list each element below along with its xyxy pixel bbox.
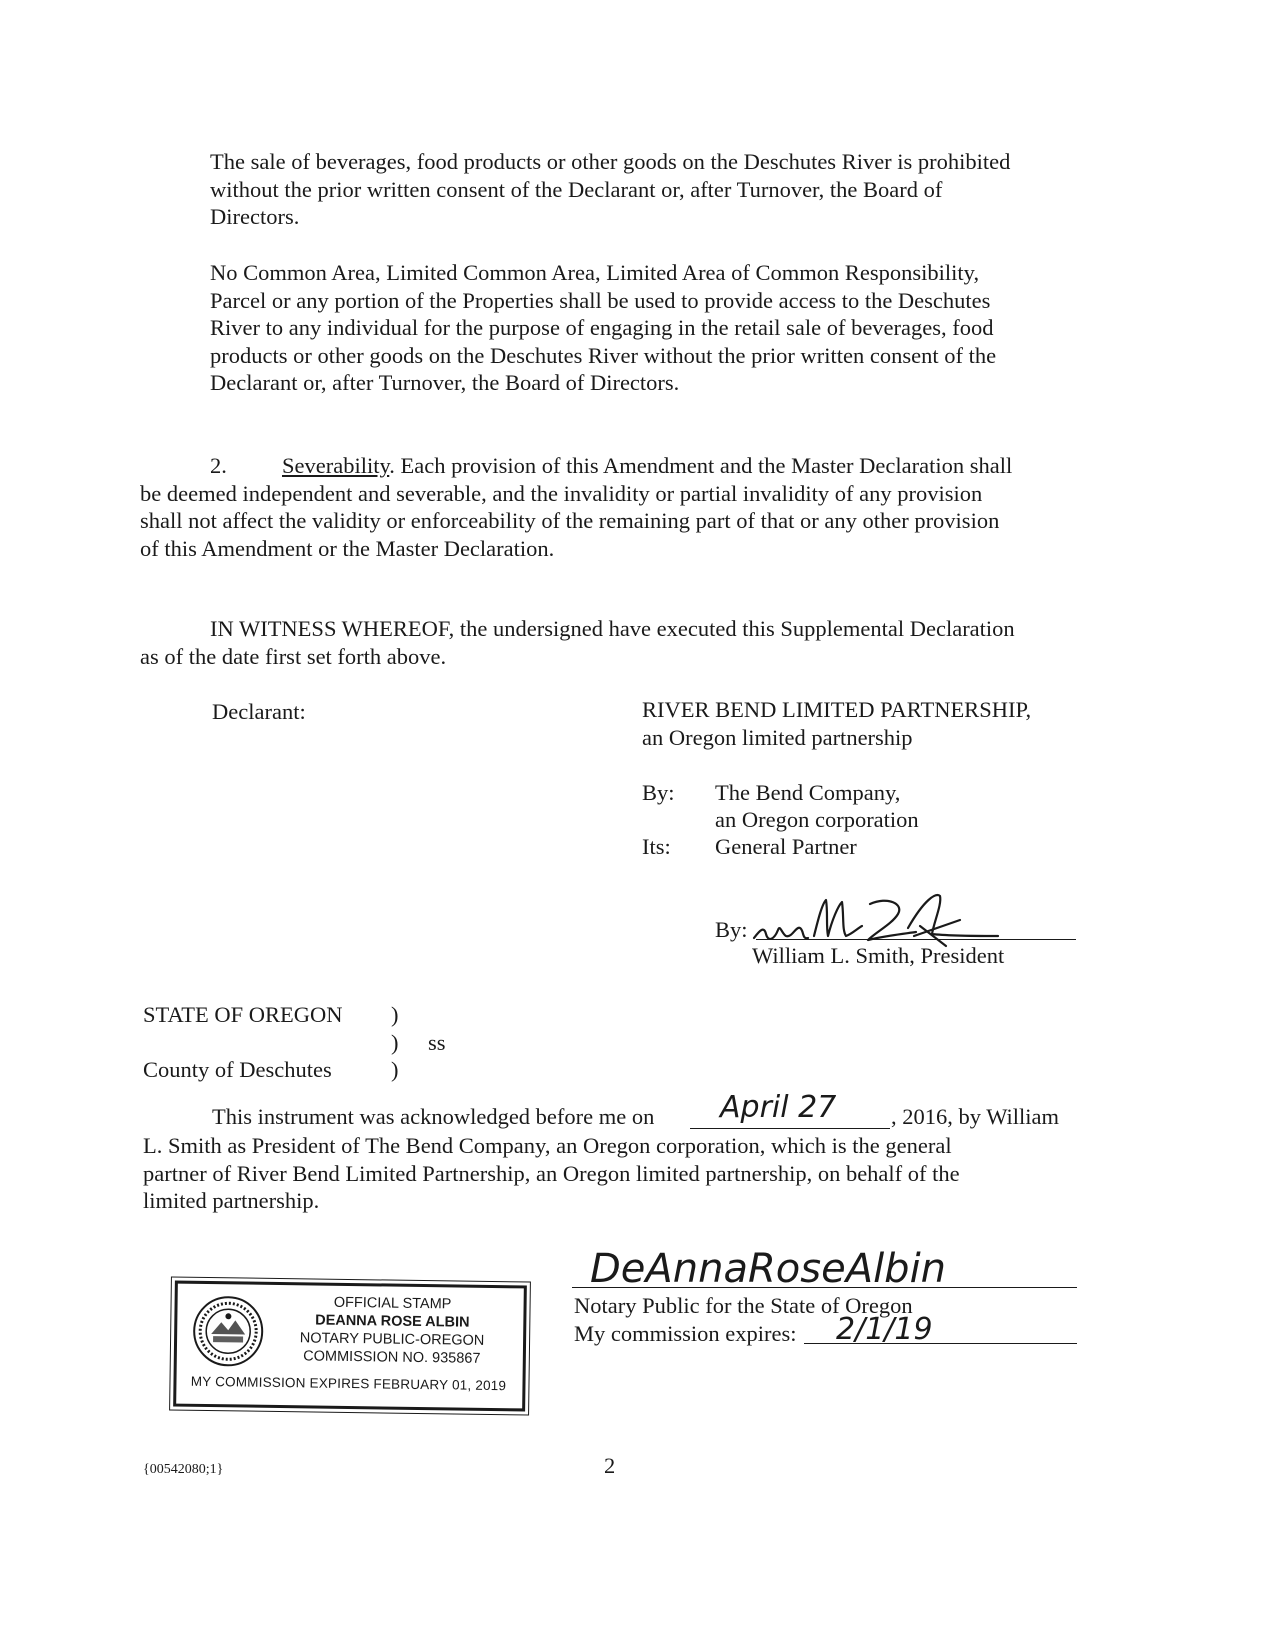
witness-paragraph — [140, 615, 1015, 670]
section-number: 2. — [210, 453, 227, 478]
stamp-notary-name: DEANNA ROSE ALBIN — [315, 1312, 470, 1331]
paragraph-line: L. Smith as President of The Bend Company, an Oregon corporation, which is the general — [143, 1133, 952, 1158]
venue-paren: ) — [391, 1002, 399, 1027]
venue-state: STATE OF OREGON — [143, 1002, 343, 1027]
severability-section — [140, 452, 1012, 562]
paragraph-line: Parcel or any portion of the Properties shall be used to provide access to the Deschutes — [210, 287, 991, 313]
paragraph-line: The sale of beverages, food products or other goods on the Deschutes River is prohibited — [210, 149, 1011, 174]
paragraph-line: River to any individual for the purpose of engaging in the retail sale of beverages, food — [210, 315, 994, 340]
acknowledgment-line-start: This instrument was acknowledged before me on — [212, 1104, 655, 1129]
signature-by-label: By: — [715, 917, 748, 942]
signer-name-title: William L. Smith, President — [752, 943, 1005, 968]
paragraph-line: No Common Area, Limited Common Area, Limited Area of Common Responsibility, — [210, 260, 980, 285]
paragraph-line: IN WITNESS WHEREOF, the undersigned have executed this Supplemental Declaration — [210, 616, 1015, 641]
paragraph-line: limited partnership. — [143, 1188, 320, 1213]
paragraph-line: as of the date first set forth above. — [140, 643, 447, 669]
paragraph-line: of this Amendment or the Master Declaration. — [140, 535, 555, 561]
declarant-label: Declarant: — [212, 699, 306, 724]
company-description: an Oregon limited partnership — [642, 725, 913, 750]
its-value: General Partner — [715, 834, 857, 859]
paragraph-line: without the prior written consent of the Declarant or, after Turnover, the Board of — [210, 176, 943, 202]
official-notary-stamp — [173, 1281, 527, 1412]
document-id: {00542080;1} — [143, 1462, 224, 1477]
notary-title: Notary Public for the State of Oregon — [574, 1293, 913, 1318]
paragraph-line: partner of River Bend Limited Partnership, an Oregon limited partnership, on behalf of the — [143, 1160, 960, 1186]
date-blank-line — [690, 1128, 890, 1129]
severability-first-line — [140, 452, 1012, 480]
handwritten-expiration-date: 2/1/19 — [836, 1312, 933, 1347]
general-partner-name: The Bend Company, — [715, 780, 901, 805]
venue-ss: ss — [428, 1030, 446, 1055]
stamp-notary-title: NOTARY PUBLIC-OREGON — [299, 1330, 485, 1349]
stamp-title: OFFICIAL STAMP — [333, 1294, 452, 1313]
its-label: Its: — [642, 834, 671, 859]
venue-paren: ) — [391, 1030, 399, 1055]
notary-signature-line — [572, 1287, 1077, 1288]
general-partner-type: an Oregon corporation — [715, 807, 919, 832]
stamp-text — [272, 1293, 513, 1368]
stamp-commission-expiry: MY COMMISSION EXPIRES FEBRUARY 01, 2019 — [190, 1373, 507, 1394]
page-number: 2 — [604, 1453, 616, 1478]
handwritten-acknowledgment-date: April 27 — [720, 1090, 837, 1125]
notary-handwritten-signature: DeAnnaRoseAlbin — [590, 1246, 947, 1292]
state-seal-icon — [191, 1294, 266, 1369]
paragraph-line: Declarant or, after Turnover, the Board of Directors. — [210, 370, 680, 395]
stamp-commission-number: COMMISSION NO. 935867 — [303, 1348, 481, 1367]
paragraph-line: products or other goods on the Deschutes River without the prior written consent of the — [210, 342, 997, 368]
acknowledgment-line-end: , 2016, by William — [891, 1104, 1060, 1129]
venue-county: County of Deschutes — [143, 1057, 332, 1082]
company-name: RIVER BEND LIMITED PARTNERSHIP, — [642, 697, 1032, 722]
section-heading: Severability — [282, 453, 390, 478]
by-label: By: — [642, 780, 675, 805]
signature-line — [756, 939, 1076, 940]
expires-blank-line — [804, 1343, 1077, 1344]
paragraph-line: . Each provision of this Amendment and the Master Declaration shall — [389, 453, 1013, 478]
river-access-paragraph — [210, 259, 996, 397]
paragraph-line: shall not affect the validity or enforceability of the remaining part of that or any other provision — [140, 508, 1000, 533]
commission-expires-label: My commission expires: — [574, 1321, 797, 1346]
paragraph-line: Directors. — [210, 204, 300, 229]
acknowledgment-body — [143, 1132, 960, 1215]
venue-paren: ) — [391, 1057, 399, 1082]
river-sales-paragraph — [210, 148, 1010, 231]
paragraph-line: be deemed independent and severable, and the invalidity or partial invalidity of any provision — [140, 480, 983, 506]
